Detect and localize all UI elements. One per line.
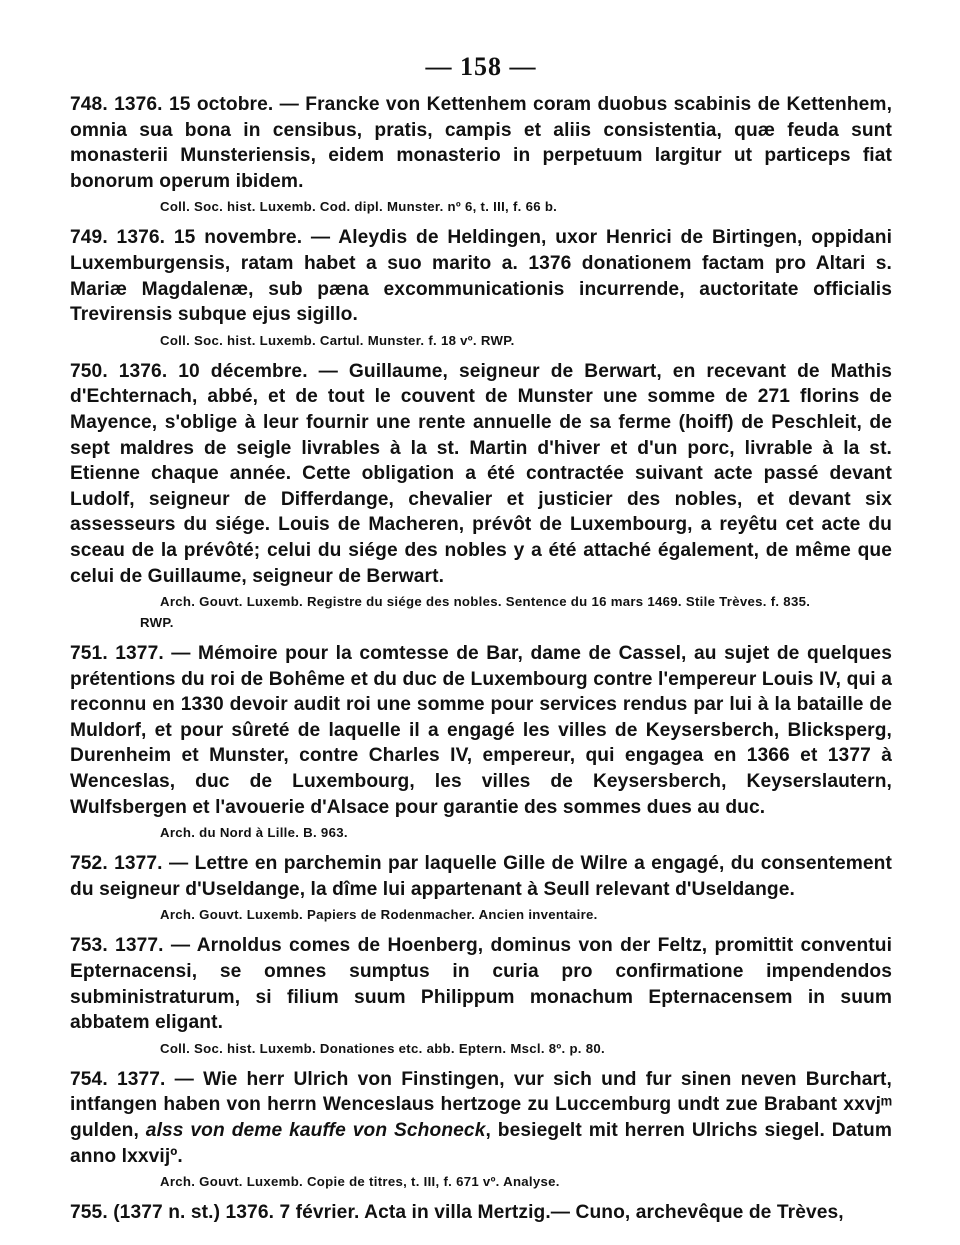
entry-text-italic: alss von deme kauffe von Schoneck — [145, 1120, 486, 1141]
entry-year: 1376. — [114, 94, 163, 115]
entry-source: Coll. Soc. hist. Luxemb. Cartul. Munster. f. 18 vº. RWP. — [160, 332, 515, 348]
entry-date: 10 décembre. — [178, 360, 308, 382]
entry-754 — [70, 1067, 892, 1192]
entry-number: 750. — [70, 360, 108, 382]
entry-text: — Cuno, archevêque de Trèves, — [550, 1202, 844, 1224]
entry-753 — [70, 933, 892, 1058]
entry-date: 15 novembre. — [173, 227, 303, 249]
entry-text: — Aleydis de Heldingen, uxor Henrici de Birtingen, oppidani Luxemburgensis, ratam habet a suo marito a. 1376 donationem factam pro Altari s. Mariæ Magdalenæ, sub pæna excommunicationis incurrende, auctoritate officialis Trevirensis subque ejus sigillo. — [70, 227, 892, 326]
entry-number: 751. — [70, 643, 108, 665]
entry-year: 1376. — [118, 360, 168, 382]
entry-source: Arch. Gouvt. Luxemb. Registre du siége des nobles. Sentence du 16 mars 1469. Stile Trèves. f. 835. — [160, 594, 811, 610]
entry-source: Coll. Soc. hist. Luxemb. Donationes etc. abb. Eptern. Mscl. 8º. p. 80. — [160, 1040, 605, 1056]
entry-text: — Lettre en parchemin par laquelle Gille de Wilre a engagé, du consentement du seigneur d'Useldange, la dîme lui appartenant à Seull relevant d'Useldange. — [70, 853, 892, 900]
entry-title: Acta in villa Mertzig. — [364, 1202, 551, 1224]
entry-number: 749. — [70, 227, 108, 249]
entry-number: 748. — [70, 94, 108, 115]
entry-year: 1376. — [225, 1202, 275, 1224]
entry-number: 752. — [70, 853, 108, 875]
entry-749 — [70, 225, 892, 350]
entry-755 — [70, 1200, 892, 1226]
entry-year: 1377. — [116, 1068, 166, 1090]
entry-source: Coll. Soc. hist. Luxemb. Cod. dipl. Munster. nº 6, t. III, f. 66 b. — [160, 199, 558, 215]
entry-old-style-date: (1377 n. st.) — [113, 1202, 221, 1224]
entry-text: — Guillaume, seigneur de Berwart, en recevant de Mathis d'Echternach, abbé, et de tout le couvent de Munster une somme de 271 florins de Mayence, s'oblige à leur fournir une rente annuelle de sa ferme (hoiff) de Peschleit, de sept maldres de seigle livrables à la st. Martin d'hiver et d'un porc, livrable à la st. Etienne chaque année. Cette obligation a été contractée suivant acte passé devant Ludolf, seigneur de Differdange, chevalier et justicier des nobles, et devant six assesseurs du siége. Louis de Macheren, prévôt de Luxembourg, a reyêtu cet acte du sceau de la prévôté; celui du siége des nobles y a été attaché également, de même que celui de Guillaume, seigneur de Berwart. — [70, 360, 893, 587]
entry-text: — Mémoire pour la comtesse de Bar, dame de Cassel, au sujet de quelques prétentions du roi de Bohême et du duc de Luxembourg contre l'empereur Louis IV, qui a reconnu en 1330 devoir audit roi une somme pour services rendus par lui à la bataille de Muldorf, et pour sûreté de laquelle il a engagé les villes de Keysersberch, Blicksperg, Durenheim et Munster, contre Charles IV, empereur, qui engagea en 1366 et 1377 à Wenceslas, duc de Luxembourg, les villes de Keysersberch, Keyserslautern, Wulfsbergen et l'avouerie d'Alsace pour garantie des sommes dues au duc. — [70, 643, 892, 818]
entry-date: 15 octobre. — [168, 94, 274, 115]
entry-source: Arch. Gouvt. Luxemb. Papiers de Rodenmacher. Ancien inventaire. — [160, 907, 598, 923]
entry-751 — [70, 641, 892, 843]
entry-752 — [70, 851, 892, 925]
entry-text: — Francke von Kettenhem coram duobus scabinis de Kettenhem, omnia sua bona in censibus, pratis, campis et aliis consistentia, quæ feuda sunt monasterii Munsteriensis, eidem monasterio in perpetuum largitur ut particeps fiat bonorum operum ibidem. — [70, 94, 893, 192]
page-number-header: — 158 — — [425, 52, 537, 81]
entry-year: 1377. — [114, 853, 163, 875]
entry-748 — [70, 92, 892, 217]
entry-year: 1377. — [115, 935, 164, 957]
entry-source: Arch. Gouvt. Luxemb. Copie de titres, t. III, f. 671 vº. Analyse. — [160, 1174, 560, 1190]
entry-source-continued: RWP. — [140, 615, 174, 631]
entry-750 — [70, 359, 892, 633]
entry-date: 7 février. — [279, 1202, 360, 1224]
entry-year: 1377. — [115, 643, 164, 665]
entry-number: 753. — [70, 935, 108, 957]
entry-text: — Wie herr Ulrich von Finstingen, vur sich und fur sinen neven Burchart, intfangen haben von herrn Wenceslaus hertzoge zu Luccemburg undt zue Brabant xxvjᵐ gulden, — [70, 1068, 892, 1141]
entry-year: 1376. — [116, 227, 166, 249]
entry-source: Arch. du Nord à Lille. B. 963. — [160, 825, 348, 841]
entry-number: 754. — [70, 1068, 108, 1090]
entry-text-end: , besiegelt mit herren Ulrichs siegel. Datum anno lxxvijº. — [70, 1120, 892, 1167]
entry-number: 755. — [70, 1202, 108, 1224]
entry-text: — Arnoldus comes de Hoenberg, dominus von der Feltz, promittit conventui Epternacensi, se omnes sumptus in curia pro confirmatione impendendos subministraturum, si filium suum Philippum monachum Epternacensem in suum abbatem eligant. — [70, 935, 893, 1034]
